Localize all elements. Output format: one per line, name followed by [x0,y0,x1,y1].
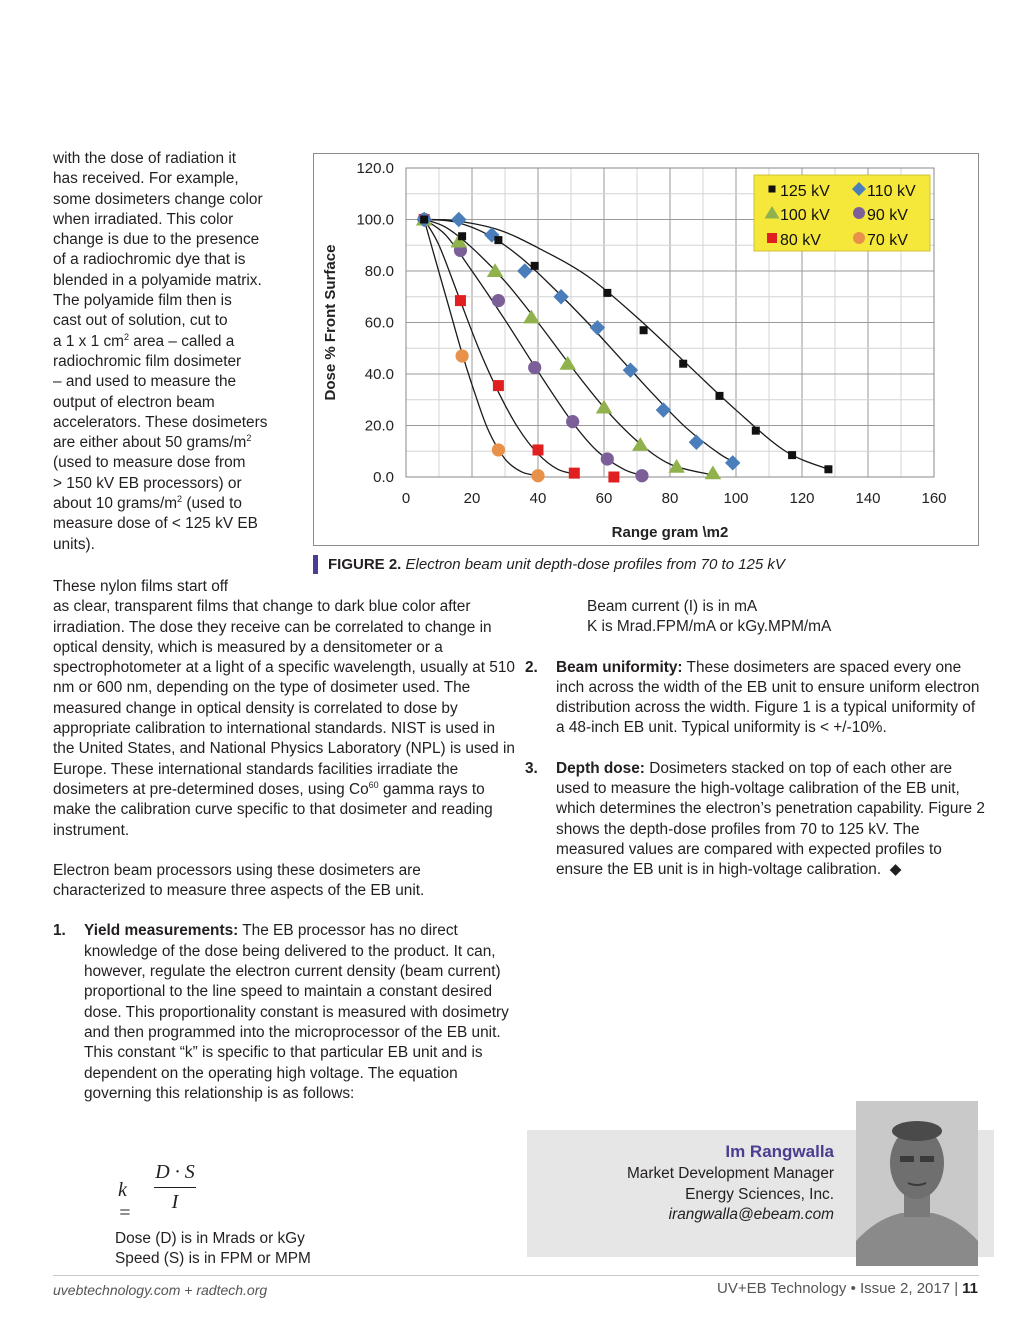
legend-label: 100 kV [780,207,830,224]
author-photo [856,1101,978,1266]
data-point [716,392,724,400]
data-point [458,232,466,240]
x-axis-title: Range gram \m2 [611,524,729,541]
data-point [679,360,687,368]
chart-legend [754,175,930,251]
data-point [752,427,760,435]
data-point [559,356,576,370]
legend-marker [767,233,777,243]
list-number: 1. [53,922,66,940]
list-item-uniformity: 2. Beam uniformity: These dosimeters are spaced every one inch across the width of the EB unit to ensure uniform electron distribution across the width. Figure 1 is a typical uniformity of a 48-inch EB unit. Typical uniformity is < +/-10%. [525,658,985,739]
data-point [533,444,544,455]
x-tick-label: 0 [401,490,411,507]
author-email: irangwalla@ebeam.com [668,1206,834,1223]
x-tick-label: 140 [855,490,881,507]
legend-label: 70 kV [867,232,908,249]
data-point [668,459,685,473]
units-current-k: Beam current (I) is in mA K is Mrad.FPM/mA or kGy.MPM/mA [587,598,832,636]
list-item-depth-dose: 3. Depth dose: Dosimeters stacked on top of each other are used to measure the high-voltage calibration of the EB unit, which determines the electron’s penetration capability. Figure 2 shows the depth-dose profiles from 70 to 125 kV. The measured values are compared with expected profiles to ensure the EB unit is in high-voltage calibration. ◆ [525,759,985,881]
data-point [601,452,614,465]
data-point [492,294,505,307]
figure-caption [313,555,785,574]
x-tick-label: 100 [723,490,749,507]
y-tick-label: 80.0 [364,263,394,280]
legend-label: 125 kV [780,183,830,200]
footer-issue: UV+EB Technology • Issue 2, 2017 | 11 [717,1280,978,1297]
data-point [596,400,613,414]
footer-rule [53,1275,979,1276]
data-point [456,349,469,362]
x-tick-label: 160 [921,490,947,507]
x-tick-label: 60 [595,490,613,507]
y-tick-label: 20.0 [364,417,394,435]
author-name: Im Rangwalla [725,1142,834,1161]
data-point [608,472,619,483]
legend-marker [853,207,865,219]
data-point [528,361,541,374]
left-column [53,577,515,1104]
y-tick-label: 60.0 [364,314,394,332]
y-tick-label: 40.0 [364,366,394,383]
y-axis-title: Dose % Front Surface [322,244,339,401]
author-company: Energy Sciences, Inc. [685,1185,834,1203]
data-point [603,289,611,297]
list-item-yield: 1. Yield measurements: The EB processor has no direct knowledge of the dose being delivered to the product. It can, however, regulate the electron current density (beam current) proportional to the line speed to maintain a constant desired dose. This proportionality constant is measured with dosimetry and then programmed into the microprocessor of the EB unit. This constant “k” is specific to that particular EB unit and is dependent on the operating high voltage. The equation governing this relationship is as follows: [53,921,515,1104]
x-tick-label: 40 [529,490,547,507]
author-title: Market Development Manager [626,1165,834,1182]
x-tick-label: 80 [661,490,679,507]
legend-marker [853,232,865,244]
data-point [824,465,832,473]
x-tick-label: 120 [789,490,815,507]
right-column [525,597,985,881]
paragraph-nylon-films: These nylon films start off as clear, transparent films that change to dark blue color after irradiation. The dose they receive can be correlated to change in optical density, which is measured by a densitometer or a spectrophotometer at a light of a specific wavelength, usually at 510 nm or 600 nm, depending on the type of dosimeter used. The measured change in optical density is correlated to dose by appropriate calibration to international standards. NIST is used in the United States, and National Physics Laboratory (NPL) is used in Europe. These international standards facilities irradiate the dosimeters at pre-determined doses, using Co$^{60}$ gamma rays to make the calibration curve specific to that dosimeter and reading instrument. [53,578,515,839]
data-point [635,469,648,482]
footer-websites: uvebtechnology.com + radtech.org [53,1282,268,1298]
y-tick-label: 120.0 [356,160,394,177]
data-point [455,295,466,306]
intro-paragraph: with the dose of radiation it has received. For example, some dosimeters change color when irradiated. This color change is due to the presence of a radiochromic dye that is blended in a polyamide matrix. The polyamide film then is cast out of solution, cut to a 1 x 1 $cm^2$ area – called a radiochromic film dosimeter – and used to measure the output of electron beam accelerators. These dosimeters are either about 50 grams/$m^2$ (used to measure dose from > 150 kV EB processors) or about 10 grams/$m^2$ (used to measure dose of < 125 kV EB units). [53,150,268,553]
data-point [523,310,540,324]
list-number: 3. [525,759,538,777]
depth-dose-chart [313,153,979,546]
data-point [689,435,704,450]
data-point [420,216,428,224]
data-point [531,262,539,270]
paragraph-three-aspects: Electron beam processors using these dosimeters are characterized to measure three aspects of the EB unit. [53,861,425,900]
legend-label: 110 kV [867,183,916,200]
data-point [494,236,502,244]
fit-curve-100-kV [424,220,709,475]
caption-accent-bar [313,555,318,574]
data-point [553,289,568,304]
end-mark-icon: ◆ [889,861,902,879]
data-point [493,380,504,391]
data-point [705,465,722,479]
units-definitions: Dose (D) is in Mrads or kGy Speed (S) is in FPM or MPM [115,1230,311,1268]
y-tick-label: 100.0 [356,211,394,229]
list-item-title: Beam uniformity: [556,658,683,676]
data-point [531,469,544,482]
fit-curve-80-kV [424,220,577,475]
legend-label: 90 kV [867,207,908,224]
data-point [492,443,505,456]
legend-marker [769,186,776,193]
data-point [656,402,671,417]
caption-text: Electron beam unit depth-dose profiles from 70 to 125 kV [401,556,785,573]
data-point [569,468,580,479]
page-number: 11 [962,1280,978,1297]
legend-label: 80 kV [780,232,821,249]
y-tick-label: 0.0 [373,469,394,486]
list-number: 2. [525,658,538,676]
list-item-title: Yield measurements: [84,922,239,940]
caption-label: FIGURE 2. [328,556,402,573]
data-point [566,415,579,428]
x-tick-label: 20 [463,490,481,507]
fit-curve-110-kV [424,220,736,463]
chart-canvas [314,154,978,545]
data-point [640,326,648,334]
data-point [788,451,796,459]
list-item-title: Depth dose: [556,759,645,777]
data-point [725,455,740,470]
